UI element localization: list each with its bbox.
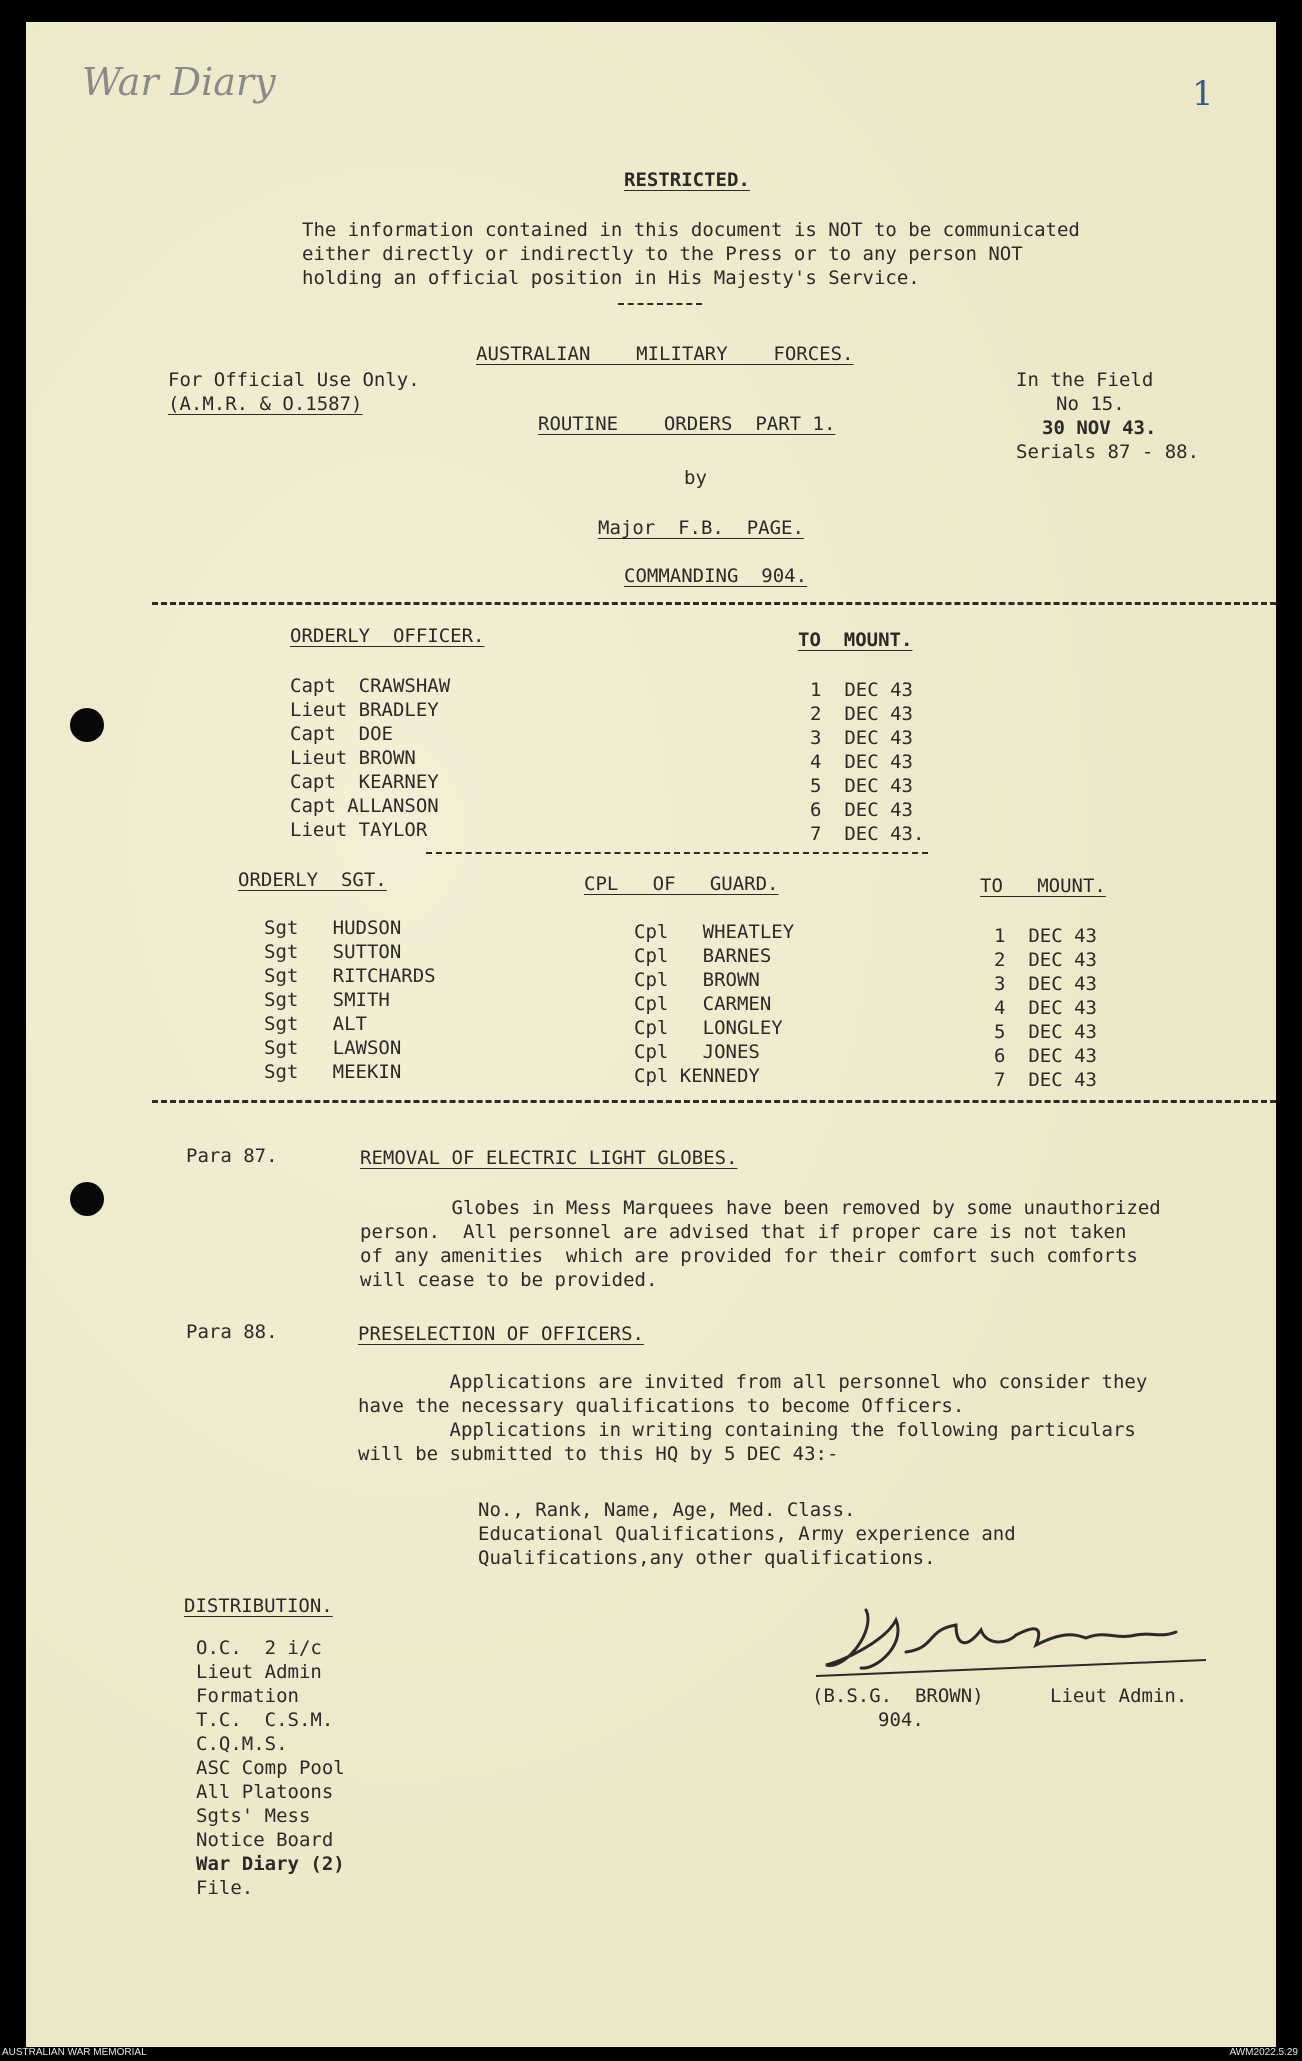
para-line: will be submitted to this HQ by 5 DEC 43:-: [358, 1443, 839, 1465]
para-line: person. All personnel are advised that if proper care is not taken: [360, 1221, 1127, 1243]
particulars-line: Qualifications,any other qualifications.: [478, 1547, 936, 1569]
particulars-line: No., Rank, Name, Age, Med. Class.: [478, 1499, 856, 1521]
distribution-item: C.Q.M.S.: [196, 1733, 288, 1755]
distribution-item: File.: [196, 1877, 254, 1899]
cpl-of-guard-heading: CPL OF GUARD.: [584, 873, 779, 895]
by-label: by: [684, 467, 707, 489]
officer-name: Capt DOE: [290, 723, 393, 745]
officer-date: 3 DEC 43: [810, 727, 913, 749]
distribution-item: O.C. 2 i/c: [196, 1637, 322, 1659]
roster-date: 3 DEC 43: [994, 973, 1097, 995]
officer-name: Lieut BRADLEY: [290, 699, 439, 721]
roster-date: 1 DEC 43: [994, 925, 1097, 947]
divider: [426, 852, 928, 854]
punch-hole: [70, 1182, 104, 1216]
officer-date: 2 DEC 43: [810, 703, 913, 725]
signatory-name: (B.S.G. BROWN): [812, 1685, 984, 1707]
cpl-name: Cpl BARNES: [634, 945, 772, 967]
officer-name: Capt ALLANSON: [290, 795, 439, 817]
roster-date: 4 DEC 43: [994, 997, 1097, 1019]
officer-date: 6 DEC 43: [810, 799, 913, 821]
distribution-item: Lieut Admin: [196, 1661, 322, 1683]
amr-reference: (A.M.R. & O.1587): [168, 393, 363, 415]
sgt-name: Sgt ALT: [264, 1013, 367, 1035]
officer-name: Capt CRAWSHAW: [290, 675, 451, 697]
serials-label: Serials 87 - 88.: [1016, 441, 1200, 463]
commander-name: Major F.B. PAGE.: [598, 517, 804, 539]
cpl-name: Cpl JONES: [634, 1041, 760, 1063]
distribution-item: T.C. C.S.M.: [196, 1709, 334, 1731]
para-line: of any amenities which are provided for their comfort such comforts: [360, 1245, 1138, 1267]
scanned-document: [26, 22, 1276, 2047]
distribution-item: War Diary (2): [196, 1853, 345, 1875]
sgt-name: Sgt SMITH: [264, 989, 390, 1011]
para-line: Applications in writing containing the following particulars: [358, 1419, 1136, 1441]
distribution-heading: DISTRIBUTION.: [184, 1595, 333, 1617]
signatory-unit: 904.: [878, 1709, 924, 1731]
forces-heading: AUSTRALIAN MILITARY FORCES.: [476, 343, 854, 365]
footer-left-credit: AUSTRALIAN WAR MEMORIAL: [2, 2047, 147, 2058]
sgt-name: Sgt RITCHARDS: [264, 965, 436, 987]
distribution-item: Formation: [196, 1685, 299, 1707]
notice-line: holding an official position in His Majesty's Service.: [302, 267, 920, 289]
official-use-label: For Official Use Only.: [168, 369, 420, 391]
officer-name: Lieut TAYLOR: [290, 819, 428, 841]
roster-date: 7 DEC 43: [994, 1069, 1097, 1091]
handwritten-page-mark: 1: [1192, 74, 1214, 114]
location-label: In the Field: [1016, 369, 1154, 391]
roster-date: 2 DEC 43: [994, 949, 1097, 971]
order-date: 30 NOV 43.: [1042, 417, 1157, 439]
distribution-item: All Platoons: [196, 1781, 334, 1803]
cpl-name: Cpl KENNEDY: [634, 1065, 760, 1087]
orderly-sgt-heading: ORDERLY SGT.: [238, 869, 387, 891]
officer-date: 7 DEC 43.: [810, 823, 925, 845]
sgt-name: Sgt SUTTON: [264, 941, 402, 963]
cpl-name: Cpl WHEATLEY: [634, 921, 795, 943]
distribution-item: ASC Comp Pool: [196, 1757, 345, 1779]
routine-orders-heading: ROUTINE ORDERS PART 1.: [538, 413, 836, 435]
distribution-item: Sgts' Mess: [196, 1805, 311, 1827]
orderly-officer-heading: ORDERLY OFFICER.: [290, 625, 485, 647]
para-title: REMOVAL OF ELECTRIC LIGHT GLOBES.: [360, 1147, 738, 1169]
cpl-name: Cpl BROWN: [634, 969, 760, 991]
sgt-name: Sgt HUDSON: [264, 917, 402, 939]
para-line: will cease to be provided.: [360, 1269, 658, 1291]
roster-date: 6 DEC 43: [994, 1045, 1097, 1067]
roster-to-mount-heading: TO MOUNT.: [980, 875, 1106, 897]
cpl-name: Cpl CARMEN: [634, 993, 772, 1015]
para-label: Para 87.: [186, 1145, 278, 1167]
commanding-unit: COMMANDING 904.: [624, 565, 808, 587]
officer-name: Capt KEARNEY: [290, 771, 439, 793]
order-number: No 15.: [1056, 393, 1125, 415]
handwritten-signature: [806, 1590, 1226, 1690]
sgt-name: Sgt MEEKIN: [264, 1061, 402, 1083]
section-divider: [152, 602, 1276, 605]
para-line: Globes in Mess Marquees have been removed by some unauthorized: [360, 1197, 1161, 1219]
notice-line: either directly or indirectly to the Press or to any person NOT: [302, 243, 1023, 265]
footer-right-id: AWM2022.5.29: [1229, 2047, 1298, 2058]
cpl-name: Cpl LONGLEY: [634, 1017, 783, 1039]
notice-line: The information contained in this document is NOT to be communicated: [302, 219, 1080, 241]
divider: [618, 303, 702, 305]
to-mount-heading: TO MOUNT.: [798, 629, 913, 651]
officer-name: Lieut BROWN: [290, 747, 416, 769]
particulars-line: Educational Qualifications, Army experience and: [478, 1523, 1016, 1545]
officer-date: 4 DEC 43: [810, 751, 913, 773]
handwritten-war-diary: War Diary: [82, 60, 276, 104]
para-line: Applications are invited from all personnel who consider they: [358, 1371, 1148, 1393]
para-title: PRESELECTION OF OFFICERS.: [358, 1323, 644, 1345]
roster-date: 5 DEC 43: [994, 1021, 1097, 1043]
section-divider: [152, 1100, 1276, 1103]
sgt-name: Sgt LAWSON: [264, 1037, 402, 1059]
officer-date: 5 DEC 43: [810, 775, 913, 797]
signatory-rank: Lieut Admin.: [1050, 1685, 1188, 1707]
para-line: have the necessary qualifications to become Officers.: [358, 1395, 965, 1417]
restricted-heading: RESTRICTED.: [624, 169, 750, 191]
punch-hole: [70, 708, 104, 742]
distribution-item: Notice Board: [196, 1829, 334, 1851]
para-label: Para 88.: [186, 1321, 278, 1343]
officer-date: 1 DEC 43: [810, 679, 913, 701]
